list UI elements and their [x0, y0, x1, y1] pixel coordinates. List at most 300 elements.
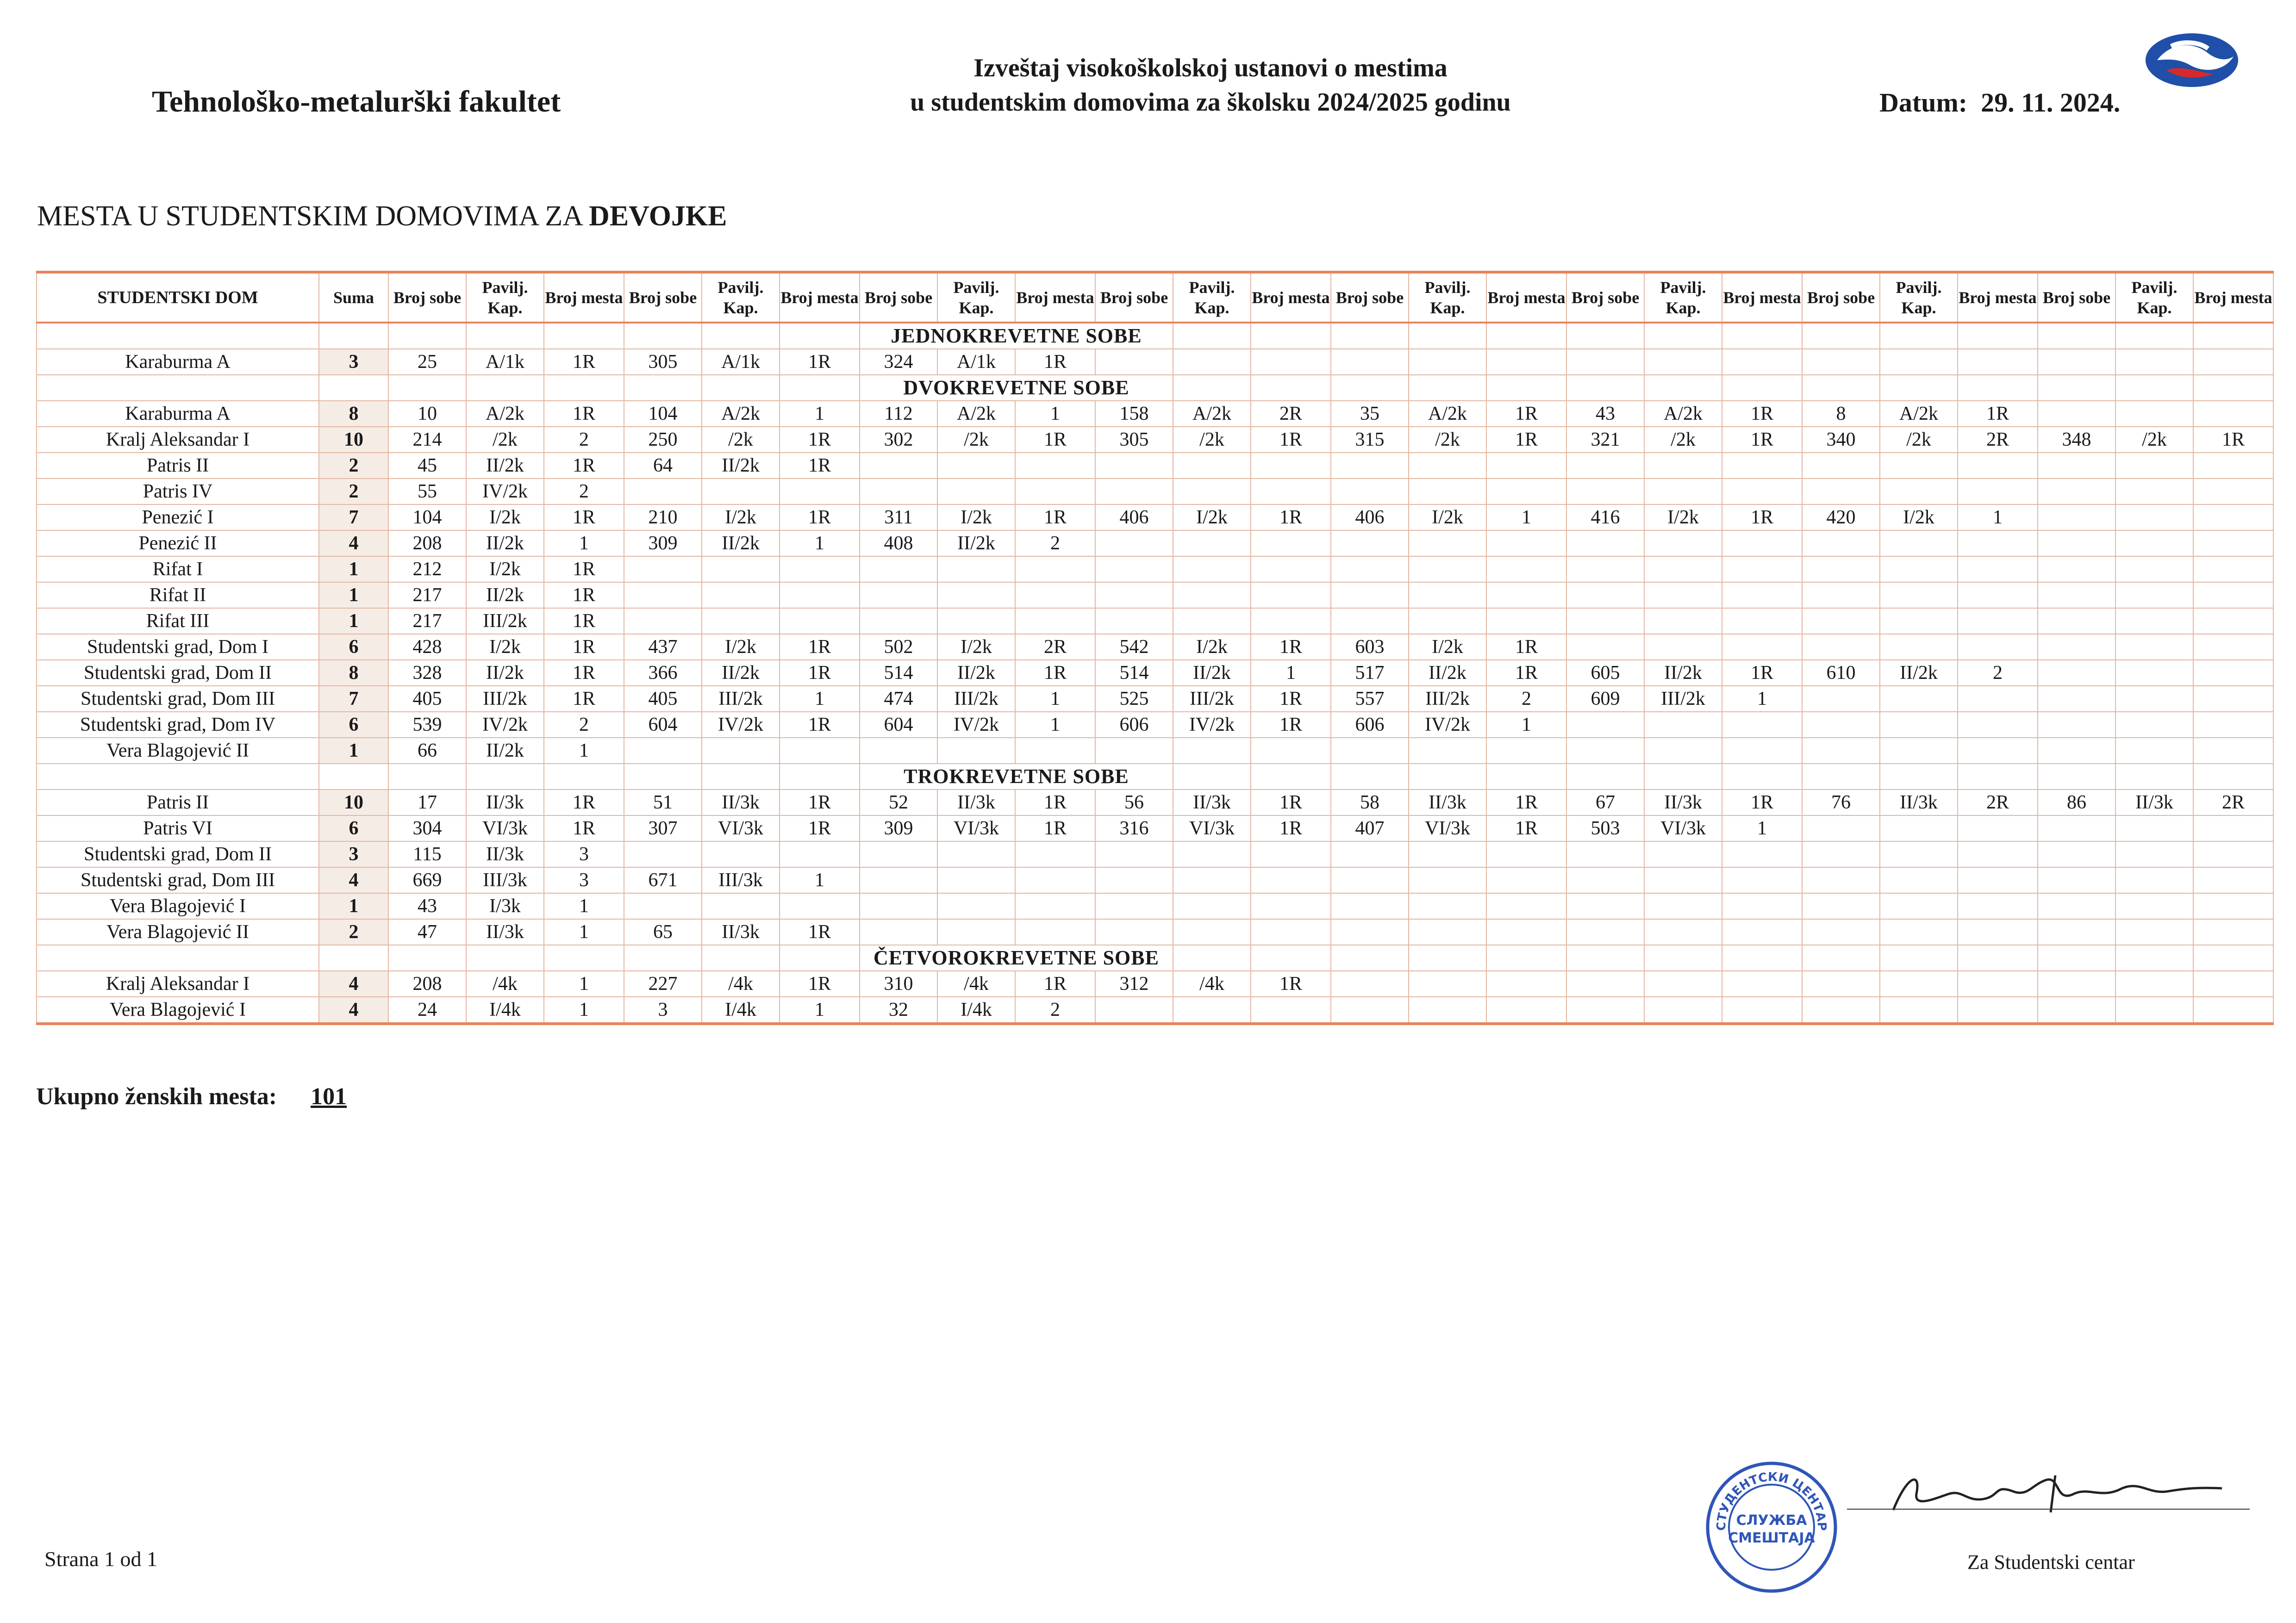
places-count: 1 — [1722, 815, 1802, 841]
pavilion-capacity: /2k — [2115, 427, 2193, 453]
room-number: 316 — [1095, 815, 1173, 841]
section-blank-cell — [1486, 323, 1566, 349]
header-broj-mesta: Broj mesta — [2193, 272, 2273, 323]
places-count: 1R — [1486, 815, 1566, 841]
pavilion-capacity — [2115, 841, 2193, 867]
dom-name: Rifat II — [37, 582, 319, 608]
room-number — [1566, 712, 1644, 738]
room-number — [2038, 660, 2115, 686]
room-number — [1331, 582, 1409, 608]
pavilion-capacity — [1644, 582, 1722, 608]
table-row — [37, 738, 2273, 764]
pavilion-capacity: III/3k — [702, 867, 780, 893]
room-number: 671 — [624, 867, 702, 893]
places-count: 2 — [544, 427, 624, 453]
section-blank-cell — [624, 764, 702, 790]
pavilion-capacity: I/4k — [466, 997, 544, 1024]
section-blank-cell — [780, 375, 860, 401]
places-count: 1R — [1251, 686, 1331, 712]
pavilion-capacity: III/2k — [466, 608, 544, 634]
room-number — [1095, 556, 1173, 582]
pavilion-capacity: /2k — [702, 427, 780, 453]
room-number: 208 — [388, 530, 466, 556]
pavilion-capacity: I/2k — [466, 556, 544, 582]
room-number — [1802, 686, 1880, 712]
header-broj-mesta: Broj mesta — [780, 272, 860, 323]
place-sum: 4 — [319, 971, 388, 997]
section-title: JEDNOKREVETNE SOBE — [860, 323, 1173, 349]
room-number — [2038, 919, 2115, 945]
pavilion-capacity — [2115, 504, 2193, 530]
pavilion-capacity — [1880, 349, 1958, 375]
room-number: 416 — [1566, 504, 1644, 530]
places-count — [1958, 582, 2038, 608]
room-number: 405 — [624, 686, 702, 712]
room-number — [1802, 971, 1880, 997]
room-number: 3 — [624, 997, 702, 1024]
dom-name: Patris II — [37, 790, 319, 815]
room-number: 407 — [1331, 815, 1409, 841]
room-number — [1566, 841, 1644, 867]
room-number: 321 — [1566, 427, 1644, 453]
section-blank-cell — [2038, 323, 2115, 349]
pavilion-capacity: II/2k — [1644, 660, 1722, 686]
section-blank-cell — [1802, 764, 1880, 790]
header-paviljon-kapacitet: Pavilj. Kap. — [1173, 272, 1251, 323]
pavilion-capacity — [937, 841, 1015, 867]
section-blank-cell — [466, 323, 544, 349]
pavilion-capacity — [1409, 893, 1486, 919]
room-number — [2038, 349, 2115, 375]
places-count — [1486, 738, 1566, 764]
header-broj-sobe: Broj sobe — [1802, 272, 1880, 323]
places-count — [1015, 919, 1095, 945]
room-number — [1331, 867, 1409, 893]
section-blank-cell — [1644, 323, 1722, 349]
places-count — [780, 841, 860, 867]
room-number — [1802, 893, 1880, 919]
pavilion-capacity: A/2k — [1880, 401, 1958, 427]
places-count: 1 — [1722, 686, 1802, 712]
section-blank-cell — [1722, 764, 1802, 790]
pavilion-capacity: II/3k — [466, 919, 544, 945]
pavilion-capacity — [1409, 997, 1486, 1024]
section-blank-cell — [388, 323, 466, 349]
places-count — [1958, 608, 2038, 634]
table-row — [37, 841, 2273, 867]
places-count: 2R — [1958, 427, 2038, 453]
pavilion-capacity: II/2k — [702, 530, 780, 556]
pavilion-capacity — [1173, 453, 1251, 479]
pavilion-capacity: A/2k — [702, 401, 780, 427]
pavilion-capacity — [2115, 919, 2193, 945]
place-sum: 4 — [319, 867, 388, 893]
places-count — [1015, 867, 1095, 893]
pavilion-capacity: II/3k — [702, 790, 780, 815]
places-count — [1958, 919, 2038, 945]
pavilion-capacity: /2k — [1880, 427, 1958, 453]
places-count — [1958, 841, 2038, 867]
header-broj-mesta: Broj mesta — [1486, 272, 1566, 323]
places-count — [1722, 867, 1802, 893]
places-count: 1 — [544, 997, 624, 1024]
room-number: 24 — [388, 997, 466, 1024]
room-number — [1802, 556, 1880, 582]
room-number — [2038, 841, 2115, 867]
places-count: 1R — [1251, 504, 1331, 530]
section-blank-cell — [466, 764, 544, 790]
dom-name: Studentski grad, Dom II — [37, 841, 319, 867]
stamp-line1: СЛУЖБА — [1736, 1512, 1807, 1529]
place-sum: 4 — [319, 997, 388, 1024]
room-number — [1331, 556, 1409, 582]
stamp-line2: СМЕШТАЈА — [1728, 1530, 1815, 1546]
room-number: 45 — [388, 453, 466, 479]
places-count: 1R — [544, 401, 624, 427]
place-sum: 1 — [319, 556, 388, 582]
pavilion-capacity — [1880, 815, 1958, 841]
section-blank-cell — [624, 945, 702, 971]
places-count — [1015, 893, 1095, 919]
section-blank-cell — [780, 764, 860, 790]
section-blank-cell — [1409, 323, 1486, 349]
room-number — [1566, 530, 1644, 556]
section-sum-blank — [319, 764, 388, 790]
section-blank-cell — [1251, 323, 1331, 349]
places-count — [1958, 815, 2038, 841]
pavilion-capacity: II/3k — [1644, 790, 1722, 815]
faculty-name: Tehnološko-metalurški fakultet — [152, 85, 561, 118]
pavilion-capacity: II/2k — [1409, 660, 1486, 686]
places-count: 1R — [1015, 971, 1095, 997]
section-blank-cell — [1251, 945, 1331, 971]
room-number — [860, 479, 937, 504]
pavilion-capacity — [1644, 841, 1722, 867]
header-paviljon-kapacitet: Pavilj. Kap. — [937, 272, 1015, 323]
table-row — [37, 530, 2273, 556]
dom-name: Studentski grad, Dom III — [37, 686, 319, 712]
places-count — [1251, 556, 1331, 582]
pavilion-capacity: III/3k — [466, 867, 544, 893]
dom-name: Studentski grad, Dom IV — [37, 712, 319, 738]
header-suma: Suma — [319, 272, 388, 323]
places-count: 1 — [544, 530, 624, 556]
pavilion-capacity: I/2k — [466, 634, 544, 660]
room-number: 43 — [1566, 401, 1644, 427]
room-number — [624, 479, 702, 504]
room-number — [624, 738, 702, 764]
places-count: 1R — [1722, 401, 1802, 427]
section-blank-cell — [1409, 945, 1486, 971]
places-count — [1958, 867, 2038, 893]
room-number — [1095, 530, 1173, 556]
places-count: 2 — [1015, 997, 1095, 1024]
section-blank-cell — [1566, 323, 1644, 349]
places-count — [2193, 608, 2273, 634]
room-number — [860, 919, 937, 945]
places-count — [2193, 815, 2273, 841]
places-count: 1R — [1251, 971, 1331, 997]
room-number — [624, 608, 702, 634]
pavilion-capacity — [1409, 582, 1486, 608]
pavilion-capacity: II/2k — [1173, 660, 1251, 686]
places-count — [1722, 556, 1802, 582]
places-count: 1R — [780, 790, 860, 815]
table-row — [37, 401, 2273, 427]
places-count — [1015, 582, 1095, 608]
room-number — [1802, 815, 1880, 841]
room-number — [1095, 997, 1173, 1024]
room-number: 104 — [388, 504, 466, 530]
pavilion-capacity — [2115, 349, 2193, 375]
places-count — [1958, 453, 2038, 479]
section-blank-cell — [702, 764, 780, 790]
room-number — [2038, 504, 2115, 530]
room-number: 56 — [1095, 790, 1173, 815]
pavilion-capacity: II/3k — [1880, 790, 1958, 815]
pavilion-capacity: IV/2k — [702, 712, 780, 738]
room-number: 606 — [1095, 712, 1173, 738]
table-row — [37, 997, 2273, 1024]
pavilion-capacity — [1173, 841, 1251, 867]
table-row — [37, 712, 2273, 738]
room-number: 65 — [624, 919, 702, 945]
dom-name: Vera Blagojević I — [37, 893, 319, 919]
table-row — [37, 479, 2273, 504]
places-count — [1722, 530, 1802, 556]
room-number — [624, 582, 702, 608]
report-title-line2: u studentskim domovima za školsku 2024/2025 godinu — [910, 88, 1511, 117]
places-count — [1486, 997, 1566, 1024]
places-count — [2193, 660, 2273, 686]
dom-name: Patris VI — [37, 815, 319, 841]
pavilion-capacity — [1880, 556, 1958, 582]
place-sum: 8 — [319, 401, 388, 427]
room-number — [624, 556, 702, 582]
dorm-places-table — [36, 271, 2274, 1025]
places-count: 1 — [1015, 401, 1095, 427]
room-number — [1566, 453, 1644, 479]
room-number — [1095, 453, 1173, 479]
places-count: 1R — [780, 453, 860, 479]
table-header-row — [37, 272, 2273, 323]
header-paviljon-kapacitet: Pavilj. Kap. — [702, 272, 780, 323]
pavilion-capacity — [1880, 738, 1958, 764]
section-blank-cell — [780, 323, 860, 349]
room-number — [1331, 919, 1409, 945]
places-count — [1015, 738, 1095, 764]
places-count — [1486, 582, 1566, 608]
pavilion-capacity: I/2k — [1880, 504, 1958, 530]
section-blank-cell — [2193, 945, 2273, 971]
room-number: 250 — [624, 427, 702, 453]
pavilion-capacity — [1409, 479, 1486, 504]
pavilion-capacity — [2115, 660, 2193, 686]
places-count: 2 — [544, 712, 624, 738]
place-sum: 10 — [319, 790, 388, 815]
places-count: 1R — [780, 504, 860, 530]
table-row — [37, 634, 2273, 660]
room-number: 539 — [388, 712, 466, 738]
total-value: 101 — [311, 1083, 347, 1110]
pavilion-capacity — [1644, 530, 1722, 556]
section-left-blank — [37, 375, 319, 401]
pavilion-capacity — [1644, 608, 1722, 634]
header-paviljon-kapacitet: Pavilj. Kap. — [2115, 272, 2193, 323]
pavilion-capacity: I/4k — [702, 997, 780, 1024]
pavilion-capacity — [1409, 867, 1486, 893]
section-blank-cell — [2115, 323, 2193, 349]
places-count: 1R — [780, 712, 860, 738]
room-number: 606 — [1331, 712, 1409, 738]
places-count: 1R — [780, 427, 860, 453]
header-paviljon-kapacitet: Pavilj. Kap. — [1409, 272, 1486, 323]
pavilion-capacity — [702, 556, 780, 582]
room-number: 366 — [624, 660, 702, 686]
section-blank-cell — [1409, 375, 1486, 401]
pavilion-capacity: II/3k — [937, 790, 1015, 815]
places-count: 1 — [1015, 686, 1095, 712]
section-blank-cell — [2193, 323, 2273, 349]
section-left-blank — [37, 764, 319, 790]
pavilion-capacity — [1880, 712, 1958, 738]
room-number — [1331, 893, 1409, 919]
pavilion-capacity: II/2k — [1880, 660, 1958, 686]
pavilion-capacity: I/2k — [1409, 634, 1486, 660]
places-count: 1R — [1722, 790, 1802, 815]
header-paviljon-kapacitet: Pavilj. Kap. — [1644, 272, 1722, 323]
pavilion-capacity — [1173, 608, 1251, 634]
room-number: 47 — [388, 919, 466, 945]
places-count: 1 — [544, 919, 624, 945]
room-number — [860, 453, 937, 479]
pavilion-capacity: /2k — [1644, 427, 1722, 453]
pavilion-capacity — [1644, 556, 1722, 582]
places-count: 1R — [780, 919, 860, 945]
room-number — [2038, 867, 2115, 893]
header-broj-mesta: Broj mesta — [1722, 272, 1802, 323]
room-number: 405 — [388, 686, 466, 712]
pavilion-capacity — [1644, 453, 1722, 479]
room-number — [1566, 997, 1644, 1024]
places-count — [780, 479, 860, 504]
room-number — [1095, 841, 1173, 867]
pavilion-capacity: A/2k — [466, 401, 544, 427]
room-number — [1802, 738, 1880, 764]
room-number: 304 — [388, 815, 466, 841]
pavilion-capacity — [1880, 841, 1958, 867]
room-number: 307 — [624, 815, 702, 841]
pavilion-capacity: II/3k — [466, 841, 544, 867]
dom-name: Vera Blagojević II — [37, 738, 319, 764]
places-count: 1R — [544, 686, 624, 712]
dom-name: Kralj Aleksandar I — [37, 427, 319, 453]
pavilion-capacity: I/4k — [937, 997, 1015, 1024]
room-number — [1802, 582, 1880, 608]
pavilion-capacity: A/2k — [1173, 401, 1251, 427]
room-number: 10 — [388, 401, 466, 427]
pavilion-capacity: I/2k — [937, 504, 1015, 530]
places-count — [2193, 919, 2273, 945]
places-count: 1R — [1015, 504, 1095, 530]
room-number: 503 — [1566, 815, 1644, 841]
places-count — [2193, 401, 2273, 427]
pavilion-capacity — [937, 453, 1015, 479]
table-row — [37, 608, 2273, 634]
places-count — [1958, 479, 2038, 504]
places-count — [1251, 453, 1331, 479]
dom-name: Karaburma A — [37, 349, 319, 375]
room-number — [2038, 634, 2115, 660]
table-row — [37, 790, 2273, 815]
room-number: 502 — [860, 634, 937, 660]
places-count: 2 — [1486, 686, 1566, 712]
places-count — [1722, 453, 1802, 479]
places-count — [1251, 867, 1331, 893]
places-count: 1R — [780, 815, 860, 841]
section-blank-cell — [466, 945, 544, 971]
room-number — [2038, 815, 2115, 841]
pavilion-capacity: II/2k — [466, 530, 544, 556]
section-blank-cell — [702, 323, 780, 349]
section-blank-cell — [2115, 375, 2193, 401]
section-title: DVOKREVETNE SOBE — [860, 375, 1173, 401]
places-count: 1R — [1251, 790, 1331, 815]
room-number — [1566, 582, 1644, 608]
places-count — [1015, 479, 1095, 504]
section-blank-cell — [1251, 375, 1331, 401]
table-row — [37, 427, 2273, 453]
section-blank-cell — [1958, 375, 2038, 401]
places-count: 1R — [1015, 349, 1095, 375]
room-number — [860, 893, 937, 919]
pavilion-capacity — [2115, 556, 2193, 582]
header-broj-sobe: Broj sobe — [860, 272, 937, 323]
room-number — [2038, 971, 2115, 997]
pavilion-capacity: IV/2k — [1409, 712, 1486, 738]
room-number — [1566, 971, 1644, 997]
room-number — [2038, 608, 2115, 634]
room-number — [860, 841, 937, 867]
pavilion-capacity — [1173, 997, 1251, 1024]
places-count: 1R — [1486, 427, 1566, 453]
places-count: 1R — [544, 608, 624, 634]
room-number: 227 — [624, 971, 702, 997]
room-number: 58 — [1331, 790, 1409, 815]
pavilion-capacity: III/2k — [466, 686, 544, 712]
places-count — [1722, 582, 1802, 608]
places-count — [1251, 582, 1331, 608]
room-number: 25 — [388, 349, 466, 375]
pavilion-capacity: III/2k — [937, 686, 1015, 712]
pavilion-capacity — [1173, 582, 1251, 608]
student-center-logo-icon — [2139, 28, 2245, 102]
room-number — [860, 582, 937, 608]
header-studentski-dom: STUDENTSKI DOM — [37, 272, 319, 323]
places-count — [1251, 997, 1331, 1024]
pavilion-capacity: III/2k — [702, 686, 780, 712]
places-count — [780, 556, 860, 582]
places-count: 1R — [544, 815, 624, 841]
pavilion-capacity — [2115, 479, 2193, 504]
pavilion-capacity — [1644, 893, 1722, 919]
section-blank-cell — [1486, 945, 1566, 971]
room-number — [1095, 479, 1173, 504]
total-places — [36, 1083, 347, 1110]
places-count — [1251, 479, 1331, 504]
section-blank-cell — [1880, 764, 1958, 790]
places-count — [1958, 738, 2038, 764]
